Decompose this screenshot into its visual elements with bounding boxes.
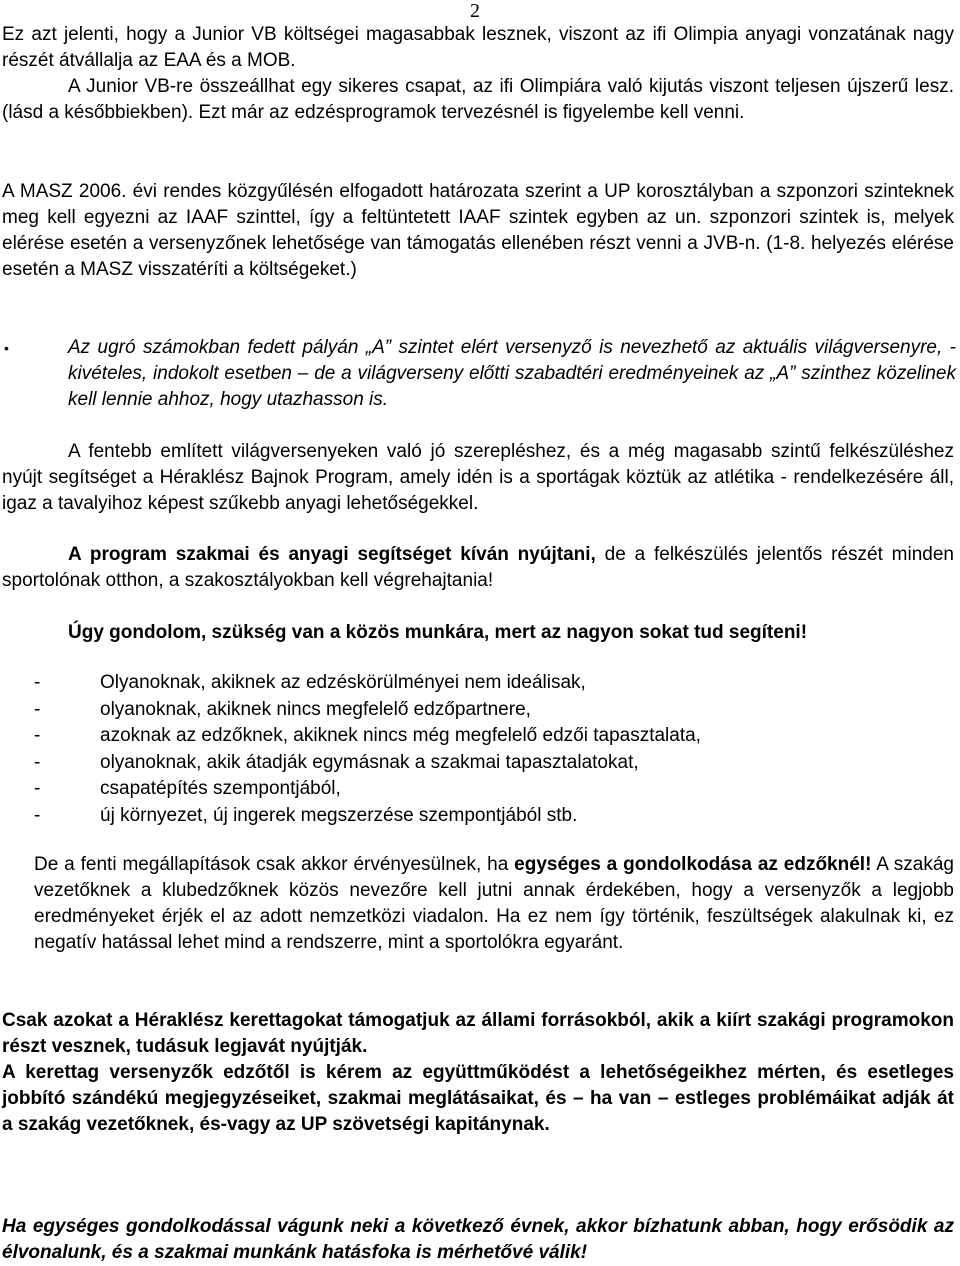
list-item-text: olyanoknak, akiknek nincs megfelelő edzőpartnere, [100, 698, 531, 720]
list-item [34, 670, 954, 697]
unified-thinking-pre: De a fenti megállapítások csak akkor érvényesülnek, ha [34, 854, 515, 875]
list-item [34, 723, 954, 750]
paragraph-closing: Ha egységes gondolkodással vágunk neki a következő évnek, akkor bízhatunk abban, hogy erősödik az élvonalunk, és a szakmai munkánk hatásfoka is mérhetővé válik! [2, 1216, 954, 1263]
program-support-bold: A program szakmai és anyagi segítséget kíván nyújtani, [68, 544, 596, 565]
help-list [34, 670, 954, 829]
dash-icon: - [34, 672, 41, 693]
dash-icon: - [34, 698, 41, 720]
bullet-icon: • [4, 340, 9, 356]
unified-thinking-rest: A szakág vezetőknek a klubedzőknek közös nevezőre kell jutni annak érdekében, hogy a versenyzők a legjobb eredményeket érjék el az adott nemzetközi viadalon. Ha ez nem így történik, feszültségek alakulnak ki, ez negatív hatással lehet mind a rendszerre, mint a sportolókra egyaránt. [34, 854, 954, 953]
dash-icon: - [34, 778, 41, 799]
unified-thinking-bold: egységes a gondolkodása az edzőknél! [514, 854, 872, 875]
paragraph-kerettag [2, 1008, 954, 1138]
list-item [34, 776, 954, 803]
paragraph-program-support [2, 542, 954, 594]
list-item [34, 803, 954, 830]
paragraph-junior-vb [2, 22, 954, 126]
page-number: 2 [470, 0, 480, 22]
list-item [34, 750, 954, 777]
paragraph-junior-vb-line2: A Junior VB-re összeállhat egy sikeres csapat, az ifi Olimpiára való kijutás viszont teljesen újszerű lesz. (lásd a későbbiekben). Ezt már az edzésprogramok tervezésnél is figyelembe kell venni. [2, 76, 954, 123]
dash-icon: - [34, 804, 41, 826]
paragraph-heraklesz-program: A fentebb említett világversenyeken való jó szerepléshez, és a még magasabb szintű felkészüléshez nyújt segítséget a Héraklész Bajnok Program, amely idén is a sportágak köztük az atlétika - rendelkezésére áll, igaz a tavalyihoz képest szűkebb anyagi lehetőségekkel. [2, 441, 954, 514]
dash-icon: - [34, 751, 41, 773]
list-item-text: azoknak az edzőknek, akiknek nincs még megfelelő edzői tapasztalata, [100, 725, 701, 746]
list-item-text: új környezet, új ingerek megszerzése szempontjából stb. [100, 804, 578, 826]
dash-icon: - [34, 725, 41, 746]
bullet-text: Az ugró számokban fedett pályán „A” szintet elért versenyző is nevezhető az aktuális világversenyre, - kivételes, indokolt esetben – de a világverseny előtti szabadtéri eredményeinek az „A” szinthez közelinek kell lennie ahhoz, hogy utazhasson is. [68, 337, 956, 410]
list-item-text: olyanoknak, akik átadják egymásnak a szakmai tapasztalatokat, [100, 751, 639, 773]
kerettag-line1: Csak azokat a Héraklész kerettagokat támogatjuk az állami forrásokból, akik a kiírt szakági programokon részt vesznek, tudásuk legjavát nyújtják. [2, 1010, 954, 1057]
program-support-rest: de a felkészülés jelentős részét minden sportolónak otthon, a szakosztályokban kell végrehajtania! [2, 544, 954, 591]
paragraph-cooperation: Úgy gondolom, szükség van a közös munkára, mert az nagyon sokat tud segíteni! [68, 622, 808, 643]
paragraph-unified-thinking [34, 852, 954, 956]
list-item [34, 697, 954, 724]
list-item-text: Olyanoknak, akiknek az edzéskörülményei nem ideálisak, [100, 672, 586, 693]
list-item-text: csapatépítés szempontjából, [100, 778, 341, 799]
kerettag-line2: A kerettag versenyzők edzőtől is kérem az együttműködést a lehetőségeikhez mérten, és esetleges jobbító szándékú megjegyzéseiket, szakmai meglátásaikat, és – ha van – estleges problémáikat adják át a szakág vezetőknek, és-vagy az UP szövetségi kapitánynak. [2, 1062, 954, 1135]
paragraph-masz-2006: A MASZ 2006. évi rendes közgyűlésén elfogadott határozata szerint a UP korosztályban a szponzori szinteknek meg kell egyezni az IAAF szinttel, így a feltüntetett IAAF szintek egyben az un. szponzori szintek is, melyek elérése esetén a versenyzőnek lehetősége van támogatás ellenében részt venni a JVB-n. (1-8. helyezés elérése esetén a MASZ visszatéríti a költségeket.) [2, 181, 954, 280]
paragraph-junior-vb-line1: Ez azt jelenti, hogy a Junior VB költségei magasabbak lesznek, viszont az ifi Olimpia anyagi vonzatának nagy részét átvállalja az EAA és a MOB. [2, 24, 954, 71]
